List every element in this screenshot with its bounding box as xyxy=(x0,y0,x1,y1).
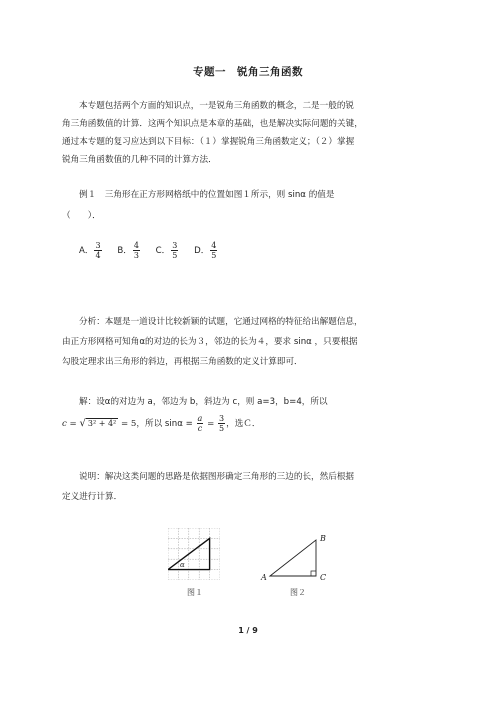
figure-1-triangle xyxy=(168,538,210,569)
vertex-b-label: B xyxy=(320,534,326,543)
note-line-2: 定义进行计算． xyxy=(62,492,123,502)
vertex-a-label: A xyxy=(261,573,267,582)
option-c: C． $\frac{3}{5}$ xyxy=(155,241,178,260)
intro-line-3: 通过本专题的复习应达到以下目标：（１）掌握锐角三角函数定义；（２）掌握 xyxy=(62,137,355,147)
example-line-1: 例１ 三角形在正方形网格纸中的位置如图１所示，则 sinα 的值是 xyxy=(79,190,335,200)
page-number: 1 / 9 xyxy=(238,626,258,635)
analysis-line-3: 勾股定理求出三角形的斜边，再根据三角函数的定义计算即可． xyxy=(62,357,303,367)
intro-line-4: 锐角三角函数值的几种不同的计算方法． xyxy=(62,155,217,165)
intro-line-2: 角三角函数值的计算．这两个知识点是本章的基础，也是解决实际问题的关键， xyxy=(62,119,363,129)
figure-1-caption: 图１ xyxy=(187,588,203,597)
vertex-c-label: C xyxy=(320,573,327,582)
example-options xyxy=(79,241,230,261)
example-line-2: （ ）． xyxy=(62,211,101,221)
figure-2-triangle xyxy=(260,532,340,584)
alpha-label: α xyxy=(180,561,185,569)
analysis-line-1: 分析：本题是一道设计比较新颖的试题，它通过网格的特征给出解题信息， xyxy=(79,317,363,327)
solution-line-2: c = √ 3² + 4² = 5，所以 sinα = $\frac{a}{c}$ = $\frac{3}{5}$ ，选Ｃ． xyxy=(62,414,261,433)
figure-2-caption: 图２ xyxy=(290,588,306,597)
option-b: B． $\frac{4}{3}$ xyxy=(117,241,139,260)
figure-1-grid xyxy=(168,528,220,580)
intro-line-1: 本专题包括两个方面的知识点，一是锐角三角函数的概念，二是一般的锐 xyxy=(79,101,355,111)
note-line-1: 说明：解决这类问题的思路是依据图形确定三角形的三边的长，然后根据 xyxy=(79,472,355,482)
solution-line-1: 解：设α的对边为 a，邻边为 b，斜边为 c，则 a=3，b=4，所以 xyxy=(79,397,328,407)
option-d: D． $\frac{4}{5}$ xyxy=(194,241,217,260)
analysis-line-2: 由正方形网格可知角α的对边的长为３，邻边的长为４，要求 sinα ，只要根据 xyxy=(62,337,358,347)
page-title: 专题一 锐角三角函数 xyxy=(193,66,303,78)
option-a: A． $\frac{3}{4}$ xyxy=(79,241,101,260)
